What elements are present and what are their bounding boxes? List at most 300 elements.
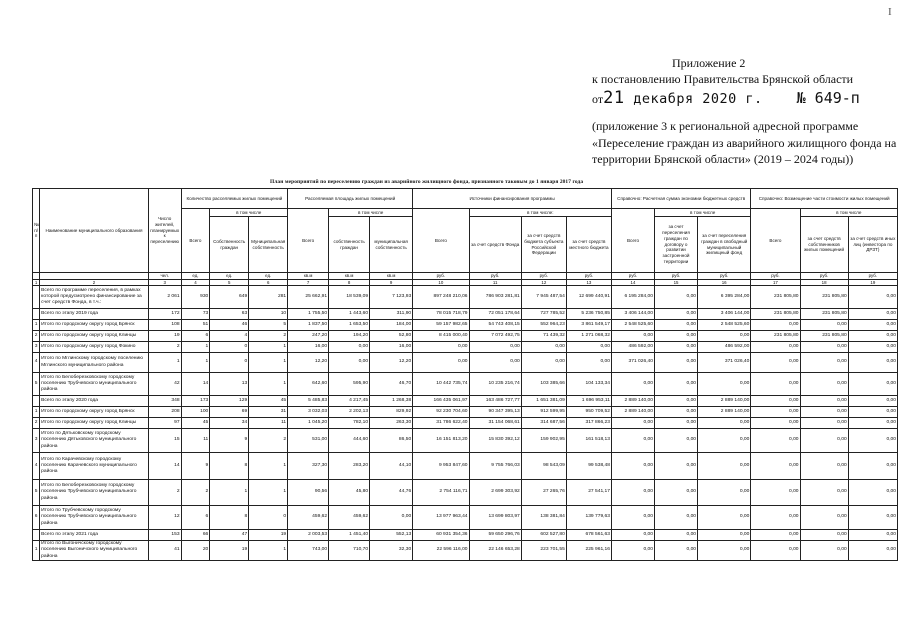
col-name-header: Наименование муниципального образования: [40, 189, 149, 273]
row-value: 72 051 178,64: [469, 309, 521, 320]
row-name: Итого по Трубчевскому городскому поселению Трубчевского муниципального района: [40, 506, 149, 530]
row-value: 1 653,50: [329, 320, 370, 331]
row-value: 1: [148, 353, 181, 373]
row-value: 0,00: [611, 373, 654, 396]
row-value: 0,00: [655, 342, 698, 353]
row-value: 314 687,56: [521, 418, 566, 429]
row-value: 0,00: [800, 530, 848, 541]
col-own-header: Собственность граждан: [210, 217, 249, 273]
row-value: 14: [148, 453, 181, 480]
row-name: Итого по Карачевскому городскому поселению Карачевского муниципального района: [40, 453, 149, 480]
resolution-number: № 649-п: [796, 89, 860, 108]
row-value: 0: [249, 506, 288, 530]
row-value: 0,00: [751, 429, 800, 453]
column-index-row-cell: 18: [800, 279, 848, 286]
row-value: 31 786 622,40: [413, 418, 469, 429]
units-row-cell: ед.: [210, 273, 249, 280]
row-value: 0,00: [469, 353, 521, 373]
row-value: 0,00: [800, 480, 848, 506]
row-value: 31 154 068,61: [469, 418, 521, 429]
row-value: 31: [249, 407, 288, 418]
row-value: 0: [210, 342, 249, 353]
units-row-cell: чел.: [148, 273, 181, 280]
row-value: 486 592,00: [698, 342, 751, 353]
row-value: 0,00: [751, 453, 800, 480]
row-value: 173: [181, 396, 210, 407]
row-value: 0,00: [800, 541, 848, 561]
row-value: 3 406 144,00: [698, 309, 751, 320]
row-value: 8 415 000,40: [413, 331, 469, 342]
row-value: 0,00: [800, 396, 848, 407]
row-value: 1 268,38: [370, 396, 413, 407]
row-value: 0,00: [751, 480, 800, 506]
row-value: 71 439,32: [521, 331, 566, 342]
row-value: 1 696 953,11: [566, 396, 611, 407]
row-value: 129: [210, 396, 249, 407]
row-value: 163 486 727,77: [469, 396, 521, 407]
row-value: 4 217,45: [329, 396, 370, 407]
row-value: 0,00: [800, 418, 848, 429]
column-index-row-cell: 1: [33, 279, 40, 286]
row-value: 0,00: [751, 506, 800, 530]
row-number: [33, 530, 40, 541]
row-value: 51: [181, 320, 210, 331]
col-local-header: за счет средств местного бюджета: [566, 217, 611, 273]
row-value: 12: [148, 506, 181, 530]
row-value: 1 271 068,32: [566, 331, 611, 342]
row-value: 678 561,63: [566, 530, 611, 541]
row-value: 950 709,52: [566, 407, 611, 418]
row-value: 2 889 140,00: [698, 407, 751, 418]
row-value: 0,00: [848, 506, 897, 530]
column-index-row-cell: 9: [370, 279, 413, 286]
row-value: 0,00: [751, 418, 800, 429]
row-value: 459,62: [329, 506, 370, 530]
resettlement-plan-table: [32, 188, 898, 561]
row-value: 0,00: [848, 396, 897, 407]
table-title: План мероприятий по переселению граждан из аварийного жилищного фонда, признанного таковым до 1 января 2017 года: [270, 179, 584, 185]
row-value: 231 805,80: [800, 309, 848, 320]
row-value: 223 701,55: [521, 541, 566, 561]
row-value: 0,00: [611, 506, 654, 530]
row-value: 225 961,16: [566, 541, 611, 561]
document-header: [592, 55, 898, 167]
col-econ2-header: за счет переселения граждан в свободный муниципальный жилищный фонд: [698, 217, 751, 273]
row-value: 0,00: [698, 373, 751, 396]
row-value: 104 133,34: [566, 373, 611, 396]
row-value: 208: [148, 407, 181, 418]
col-people-header: Число жителей, планируемых к переселению: [148, 189, 181, 273]
row-value: 1: [249, 453, 288, 480]
row-value: 231 805,80: [751, 309, 800, 320]
row-value: 22 146 653,28: [469, 541, 521, 561]
row-value: 100: [181, 407, 210, 418]
row-value: 0,00: [848, 320, 897, 331]
row-value: 20: [181, 541, 210, 561]
row-value: 2 754 116,71: [413, 480, 469, 506]
row-value: 786 903 281,81: [469, 286, 521, 309]
row-number: 1: [33, 541, 40, 561]
row-value: 45,80: [329, 480, 370, 506]
row-value: 0,00: [800, 320, 848, 331]
row-value: 73: [181, 309, 210, 320]
row-value: 1: [210, 480, 249, 506]
row-value: 0,00: [751, 530, 800, 541]
row-name: Итого по Мглинскому городскому поселению Мглинского муниципального района: [40, 353, 149, 373]
row-value: 6 195 284,00: [611, 286, 654, 309]
row-number: [33, 396, 40, 407]
row-value: 44,76: [370, 480, 413, 506]
row-value: 0,00: [655, 309, 698, 320]
row-value: 0,00: [848, 309, 897, 320]
col-region-header: за счет средств бюджета субъекта Российской Федерации: [521, 217, 566, 273]
row-name: Итого по Дятьковскому городскому поселению Дятьковского муниципального района: [40, 429, 149, 453]
row-value: 0,00: [655, 530, 698, 541]
col-finance-group-header: Источники финансирования программы: [413, 189, 612, 209]
row-value: 3 861 549,17: [566, 320, 611, 331]
column-index-row-cell: 5: [210, 279, 249, 286]
row-value: 263,30: [370, 418, 413, 429]
units-row-cell: кв.м: [370, 273, 413, 280]
row-value: 13 699 803,97: [469, 506, 521, 530]
row-number: [33, 286, 40, 309]
row-name: Итого по Белоберезковскому городскому поселению Трубчевского муниципального района: [40, 373, 149, 396]
row-value: 2: [181, 480, 210, 506]
date-day: 21: [603, 88, 625, 109]
row-value: 2 548 525,60: [611, 320, 654, 331]
row-value: 25 662,91: [288, 286, 329, 309]
row-value: 317 866,23: [566, 418, 611, 429]
col-extra-incl-header: в том числе: [800, 209, 897, 217]
table-row: [33, 373, 898, 396]
row-name: Всего по этапу 2019 года: [40, 309, 149, 320]
row-name: Итого по городскому округу город Брянск: [40, 320, 149, 331]
row-value: 0,00: [698, 429, 751, 453]
row-value: 0,00: [611, 453, 654, 480]
column-index-row-cell: 19: [848, 279, 897, 286]
row-value: 13: [210, 373, 249, 396]
row-value: 0,00: [655, 407, 698, 418]
row-value: 8: [210, 506, 249, 530]
row-value: 595,90: [329, 373, 370, 396]
row-value: 0,00: [413, 342, 469, 353]
row-value: 159 902,95: [521, 429, 566, 453]
row-value: 19: [148, 331, 181, 342]
col-extra-group-header: Справочно: Возмещение части стоимости жилых помещений: [751, 189, 898, 209]
date-prefix: от: [592, 92, 604, 107]
row-value: 59 157 982,65: [413, 320, 469, 331]
row-value: 7 945 487,54: [521, 286, 566, 309]
row-value: 45: [181, 418, 210, 429]
units-row-cell: руб.: [469, 273, 521, 280]
row-value: 0,00: [751, 353, 800, 373]
row-value: 16 151 813,20: [413, 429, 469, 453]
table-row: [33, 396, 898, 407]
resolution-date-line: [592, 87, 898, 110]
row-value: 2: [249, 429, 288, 453]
row-value: 1 451,40: [329, 530, 370, 541]
row-value: 0,00: [655, 453, 698, 480]
row-value: 231 805,80: [800, 286, 848, 309]
column-index-row-cell: 4: [181, 279, 210, 286]
row-value: 0,00: [848, 407, 897, 418]
row-value: 0,00: [848, 530, 897, 541]
row-value: 0,00: [848, 373, 897, 396]
row-value: 0,00: [848, 541, 897, 561]
row-value: 0,00: [655, 480, 698, 506]
row-value: 97: [148, 418, 181, 429]
row-value: 2 699 303,92: [469, 480, 521, 506]
row-value: 11: [249, 418, 288, 429]
row-value: 602 527,80: [521, 530, 566, 541]
row-value: 60 931 354,36: [413, 530, 469, 541]
row-value: 90,56: [288, 480, 329, 506]
units-row-cell: руб.: [566, 273, 611, 280]
row-value: 0,00: [698, 418, 751, 429]
row-value: 2 202,13: [329, 407, 370, 418]
row-value: 9: [210, 429, 249, 453]
row-value: 27 265,76: [521, 480, 566, 506]
table-row: [33, 309, 898, 320]
row-value: 16,00: [370, 342, 413, 353]
table-row: [33, 506, 898, 530]
row-name: Всего по этапу 2020 года: [40, 396, 149, 407]
row-value: 2 889 140,00: [611, 407, 654, 418]
row-number: 5: [33, 480, 40, 506]
row-value: 0,00: [655, 353, 698, 373]
row-value: 0,00: [655, 331, 698, 342]
row-name: Итого по городскому округу город Фокино: [40, 342, 149, 353]
col-no-header: № п/п: [33, 189, 40, 273]
row-value: 1: [181, 353, 210, 373]
row-value: 34: [210, 418, 249, 429]
units-row-cell: ед.: [181, 273, 210, 280]
table-row: [33, 453, 898, 480]
row-value: 0,00: [751, 407, 800, 418]
row-value: 0,00: [848, 331, 897, 342]
row-value: 138 381,84: [521, 506, 566, 530]
row-value: 649: [210, 286, 249, 309]
col-econ-group-header: Справочно: Расчетная сумма экономии бюджетных средств: [611, 189, 750, 209]
row-name: Итого по городскому округу город Брянск: [40, 407, 149, 418]
row-value: 0,00: [370, 506, 413, 530]
col-econ-incl-header: в том числе: [655, 209, 751, 217]
column-index-row-cell: 3: [148, 279, 181, 286]
row-value: 0,00: [611, 480, 654, 506]
row-name: Итого по Выгоничскому городскому поселению Выгоничского муниципального района: [40, 541, 149, 561]
row-value: 2 003,53: [288, 530, 329, 541]
row-value: 0,00: [751, 320, 800, 331]
row-value: 642,60: [288, 373, 329, 396]
row-value: 12,20: [288, 353, 329, 373]
col-extra1-header: за счет средств собственников жилых помещений: [800, 217, 848, 273]
row-value: 0,00: [698, 506, 751, 530]
column-index-row-cell: 17: [751, 279, 800, 286]
row-value: 1: [249, 353, 288, 373]
row-value: 46,70: [370, 373, 413, 396]
row-value: 90 347 395,13: [469, 407, 521, 418]
row-number: 4: [33, 353, 40, 373]
table-row: [33, 342, 898, 353]
row-value: 0,00: [800, 342, 848, 353]
row-value: 9: [181, 453, 210, 480]
row-value: 194,20: [329, 331, 370, 342]
row-value: 0,00: [655, 541, 698, 561]
row-value: 0,00: [848, 429, 897, 453]
row-name: Итого по городскому округу город Клинцы: [40, 331, 149, 342]
row-number: 4: [33, 453, 40, 480]
row-value: 0,00: [800, 407, 848, 418]
row-value: 42: [148, 373, 181, 396]
row-value: 0,00: [655, 373, 698, 396]
row-value: 78 015 718,79: [413, 309, 469, 320]
row-value: 139 779,63: [566, 506, 611, 530]
row-number: 1: [33, 407, 40, 418]
row-value: 486 592,00: [611, 342, 654, 353]
table-row: [33, 418, 898, 429]
col-rooms-incl-header: в том числе: [210, 209, 288, 217]
row-value: 15: [148, 429, 181, 453]
col-area-incl-header: в том числе: [329, 209, 413, 217]
row-value: 1 755,50: [288, 309, 329, 320]
col-rooms-total-header: Всего: [181, 209, 210, 273]
row-value: 0,00: [848, 286, 897, 309]
table-row: [33, 480, 898, 506]
row-value: 912 599,95: [521, 407, 566, 418]
row-number: 6: [33, 506, 40, 530]
row-value: 69: [210, 407, 249, 418]
row-number: 1: [33, 320, 40, 331]
row-value: 10 442 735,74: [413, 373, 469, 396]
column-index-row-cell: 13: [566, 279, 611, 286]
row-value: 0,00: [329, 342, 370, 353]
column-index-row-cell: 10: [413, 279, 469, 286]
row-value: 22 596 116,00: [413, 541, 469, 561]
row-value: 1 837,50: [288, 320, 329, 331]
table-row: [33, 331, 898, 342]
row-value: 459,62: [288, 506, 329, 530]
row-value: 27 541,17: [566, 480, 611, 506]
row-value: 9 755 766,03: [469, 453, 521, 480]
row-value: 327,30: [288, 453, 329, 480]
row-value: 0,00: [848, 453, 897, 480]
row-value: 0,00: [611, 541, 654, 561]
row-value: 0,00: [566, 342, 611, 353]
resolution-date: [603, 88, 763, 109]
row-value: 552 964,23: [521, 320, 566, 331]
row-value: 1 045,20: [288, 418, 329, 429]
row-value: 0,00: [521, 342, 566, 353]
row-value: 231 805,80: [751, 331, 800, 342]
units-row-cell: руб.: [611, 273, 654, 280]
col-econ-total-header: Всего: [611, 209, 654, 273]
row-value: 710,70: [329, 541, 370, 561]
row-value: 0,00: [469, 342, 521, 353]
row-value: 19: [210, 541, 249, 561]
row-number: [33, 309, 40, 320]
row-value: 371 026,40: [611, 353, 654, 373]
col-own-area-header: собственность граждан: [329, 217, 370, 273]
table-row: [33, 429, 898, 453]
col-rooms-group-header: Количество расселяемых жилых помещений: [181, 189, 288, 209]
row-value: 0,00: [800, 429, 848, 453]
units-row-cell: кв.м: [329, 273, 370, 280]
row-value: 444,60: [329, 429, 370, 453]
table-row: [33, 353, 898, 373]
row-value: 1: [249, 480, 288, 506]
row-value: 0,00: [848, 353, 897, 373]
row-value: 98 543,09: [521, 453, 566, 480]
row-value: 782,10: [329, 418, 370, 429]
row-value: 46: [210, 320, 249, 331]
row-value: 0,00: [848, 418, 897, 429]
row-value: 0,00: [655, 320, 698, 331]
row-value: 2 889 140,00: [698, 396, 751, 407]
column-index-row-cell: 8: [329, 279, 370, 286]
row-value: 7 123,93: [370, 286, 413, 309]
col-finance-incl-header: в том числе:: [469, 209, 611, 217]
row-value: 0,00: [655, 286, 698, 309]
row-value: 4: [210, 331, 249, 342]
row-value: 930: [181, 286, 210, 309]
row-value: 1 651 381,09: [521, 396, 566, 407]
corner-mark: I: [888, 6, 892, 18]
row-value: 6: [181, 506, 210, 530]
row-value: 371 026,40: [698, 353, 751, 373]
row-value: 0,00: [698, 480, 751, 506]
table-row: [33, 320, 898, 331]
row-value: 13 977 963,44: [413, 506, 469, 530]
row-value: 18 539,09: [329, 286, 370, 309]
row-value: 2 548 525,60: [698, 320, 751, 331]
row-value: 1: [249, 373, 288, 396]
row-value: 1: [249, 541, 288, 561]
row-value: 2 889 140,00: [611, 396, 654, 407]
row-value: 0,00: [566, 353, 611, 373]
row-value: 0,00: [698, 331, 751, 342]
row-value: 172: [148, 309, 181, 320]
row-value: 99 538,48: [566, 453, 611, 480]
col-extra2-header: за счет средств иных лиц (инвестора по ДРЗТ): [848, 217, 897, 273]
row-value: 2: [148, 480, 181, 506]
row-value: 0,00: [413, 353, 469, 373]
row-number: 3: [33, 429, 40, 453]
appendix-label: Приложение 2: [672, 56, 746, 70]
row-value: 161 518,13: [566, 429, 611, 453]
row-value: 1: [181, 342, 210, 353]
column-index-row-cell: 14: [611, 279, 654, 286]
row-value: 897 248 210,06: [413, 286, 469, 309]
row-name: Всего по этапу 2021 года: [40, 530, 149, 541]
row-value: 0,00: [611, 331, 654, 342]
col-municipal-header: Муниципальная собственность: [249, 217, 288, 273]
row-value: 0,00: [329, 353, 370, 373]
column-index-row-cell: 12: [521, 279, 566, 286]
row-value: 184,00: [370, 320, 413, 331]
row-value: 0,00: [751, 396, 800, 407]
row-value: 10 235 216,74: [469, 373, 521, 396]
row-value: 0,00: [655, 429, 698, 453]
row-value: 103 385,66: [521, 373, 566, 396]
row-value: 5: [249, 320, 288, 331]
col-econ1-header: за счет переселения граждан по договору о развитии застроенной территории: [655, 217, 698, 273]
row-value: 0,00: [655, 418, 698, 429]
row-value: 0,00: [698, 541, 751, 561]
col-mun-area-header: муниципальная собственность: [370, 217, 413, 273]
row-value: 727 785,52: [521, 309, 566, 320]
row-value: 166 435 061,97: [413, 396, 469, 407]
row-value: 0,00: [800, 506, 848, 530]
